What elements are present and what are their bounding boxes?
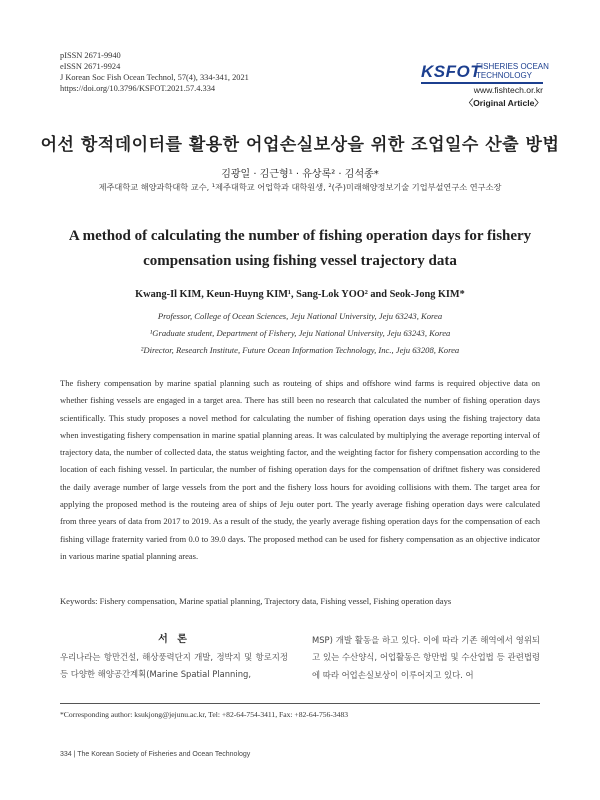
page-footer: 334 | The Korean Society of Fisheries and Ocean Technology — [60, 751, 251, 758]
pissn: pISSN 2671-9940 — [60, 51, 121, 60]
korean-title: 어선 항적데이터를 활용한 어업손실보상을 위한 조업일수 산출 방법 — [40, 135, 560, 155]
logo-underline — [421, 82, 543, 84]
doi-link[interactable]: https://doi.org/10.3796/KSFOT.2021.57.4.334 — [60, 84, 216, 93]
logo-line1: FISHERIES OCEAN — [476, 62, 549, 71]
affiliation-3: ²Director, Research Institute, Future Ocean Information Technology, Inc., Jeju 63208, Korea — [140, 345, 460, 355]
korean-authors: 김광일 · 김근형¹ · 유상록² · 김석종* — [221, 169, 379, 180]
logo-mark: KSFOT — [421, 62, 482, 81]
journal-logo — [421, 62, 549, 82]
english-title-line1: A method of calculating the number of fishing operation days for fishery — [68, 228, 532, 244]
eissn: eISSN 2671-9924 — [60, 62, 121, 71]
logo-wordmark — [476, 62, 549, 80]
article-type: 〈Original Article〉 — [464, 98, 543, 108]
journal-website[interactable]: www.fishtech.or.kr — [473, 85, 543, 95]
logo-line2: TECHNOLOGY — [476, 71, 533, 80]
body-right-column: MSP) 개발 활동을 하고 있다. 이에 따라 기존 해역에서 영위되고 있는 수산양식, 어업활동은 항만법 및 수산업법 등 관련법령에 따라 어업손실보상이 이루어지고 있다. 어 — [312, 635, 540, 680]
keywords: Keywords: Fishery compensation, Marine spatial planning, Trajectory data, Fishing vessel, Fishing operation days — [60, 596, 452, 606]
corresponding-author-footnote: *Corresponding author: ksukjong@jejunu.ac.kr, Tel: +82-64-754-3411, Fax: +82-64-756-3483 — [60, 710, 349, 719]
korean-affiliations: 제주대학교 해양과학대학 교수, ¹제주대학교 어업학과 대학원생, ²(주)미래해양정보기술 기업부설연구소 연구소장 — [98, 182, 502, 192]
citation: J Korean Soc Fish Ocean Technol, 57(4), 334-341, 2021 — [60, 73, 249, 82]
body-left-column: 우리나라는 항만건설, 해상풍력단지 개발, 정박지 및 항로지정 등 다양한 해양공간계획(Marine Spatial Planning, — [60, 652, 288, 680]
footnote-divider — [60, 703, 540, 704]
affiliation-2: ¹Graduate student, Department of Fishery, Jeju National University, Jeju 63243, Korea — [149, 328, 451, 338]
english-title — [50, 224, 550, 274]
journal-metadata — [60, 50, 249, 94]
english-title-line2: compensation using fishing vessel trajectory data — [143, 253, 457, 269]
affiliation-1: Professor, College of Ocean Sciences, Jeju National University, Jeju 63243, Korea — [157, 311, 443, 321]
section-heading-introduction: 서 론 — [158, 634, 190, 645]
english-authors: Kwang-Il KIM, Keun-Huyng KIM¹, Sang-Lok YOO² and Seok-Jong KIM* — [135, 289, 465, 300]
abstract: The fishery compensation by marine spatial planning such as routeing of ships and offshore wind farms is required objective data on whether fishing vessels are engaged in a target area. There has still been no research that calculated the number of fishing operation days scientifically. This study proposes a novel method for calculating the number of fishing operation days using the fishing trajectory data when investigating fishery compensation in marine spatial planning areas. It was calculated by multiplying the average reporting interval of trajectory data, the number of collected data, the status weighting factor, and the weighting factor for fishery compensation according to the location of each fishing vessel. In particular, the number of fishing operation days for the compensation of driftnet fishery was considered the daily average number of large vessels from the port and the fishery loss hours for avoiding collisions with them. The target area for applying the proposed method is the routeing area of ships of Jeju outer port. The yearly average fishing operation days were calculated from three years of data from 2017 to 2019. As a result of the study, the yearly average fishing operation days for the compensation of each fishing village fraternity varied from 0.0 to 39.0 days. The proposed method can be used for fishery compensation as an objective indicator in various marine spatial planning areas. — [60, 378, 540, 561]
